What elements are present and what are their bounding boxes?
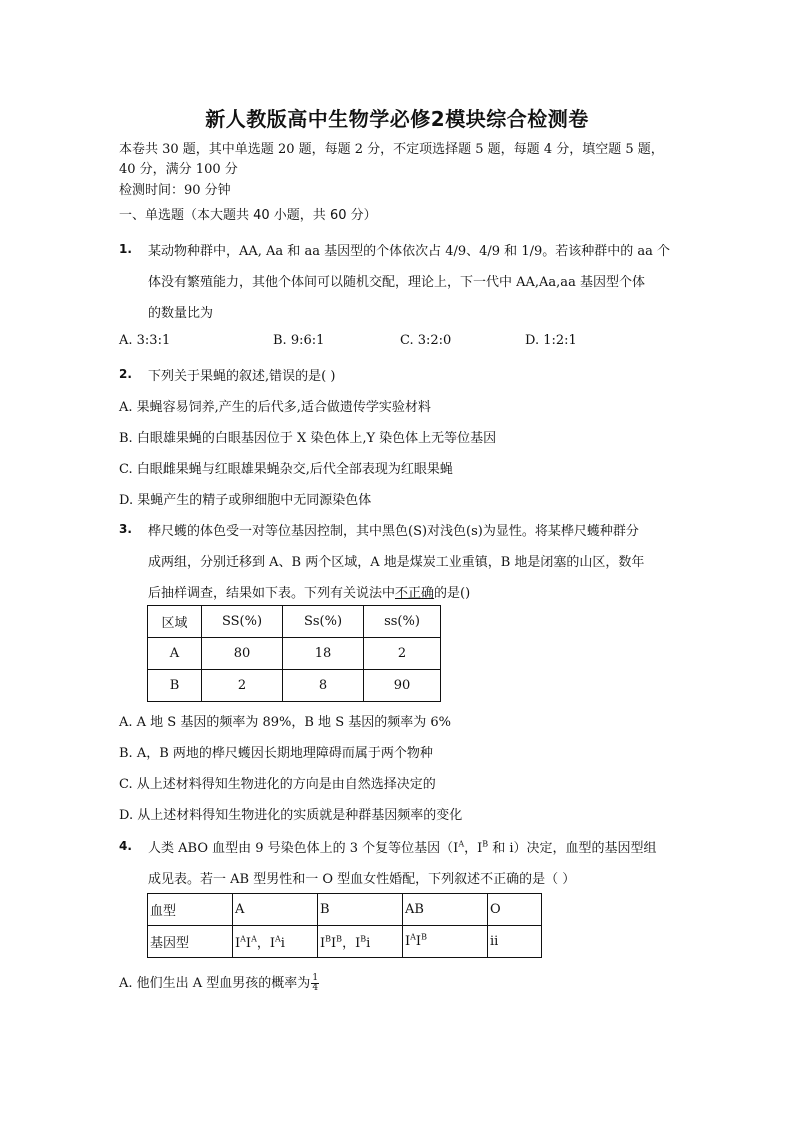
- allele-frequency-table: [147, 605, 441, 702]
- table-cell: B: [148, 670, 202, 702]
- fraction: [311, 974, 319, 993]
- table-cell: 80: [202, 638, 283, 670]
- option-d[interactable]: D. 从上述材料得知生物进化的实质就是种群基因频率的变化: [119, 808, 463, 823]
- q4-text-part: ，I: [464, 841, 483, 856]
- table-cell: 18: [283, 638, 364, 670]
- question-3-line-1: 桦尺蠖的体色受一对等位基因控制，其中黑色(S)对浅色(s)为显性。将某桦尺蠖种群分: [148, 524, 639, 539]
- option-a[interactable]: A. 果蝇容易饲养,产生的后代多,适合做遗传学实验材料: [119, 400, 431, 415]
- table-cell: A: [233, 894, 318, 926]
- question-1-line-3: 的数量比为: [148, 306, 214, 321]
- option-b[interactable]: B. A，B 两地的桦尺蠖因长期地理障碍而属于两个物种: [119, 746, 433, 761]
- table-cell: AB: [403, 894, 488, 926]
- table-cell: A: [148, 638, 202, 670]
- question-4-line-2: 成见表。若一 AB 型男性和一 O 型血女性婚配，下列叙述不正确的是（ ）: [148, 872, 576, 887]
- exam-time: 检测时间：90 分钟: [119, 183, 231, 198]
- table-cell: 2: [364, 638, 441, 670]
- question-1-line-2: 体没有繁殖能力，其他个体间可以随机交配，理论上，下一代中 AA,Aa,aa 基因型个体: [148, 275, 645, 290]
- question-4-line-1: [148, 837, 657, 856]
- fraction-denominator: 4: [312, 983, 319, 993]
- superscript-b: B: [482, 839, 489, 849]
- fraction-numerator: 1: [312, 973, 319, 983]
- intro-line-1: 本卷共 30 题，其中单选题 20 题，每题 2 分，不定项选择题 5 题，每题 4 分，填空题 5 题，: [119, 142, 664, 157]
- question-3-line-3-start: 后抽样调查，结果如下表。下列有关说法中: [148, 586, 396, 601]
- table-row: [148, 926, 542, 958]
- option-a[interactable]: [119, 972, 319, 993]
- option-a[interactable]: A. 3:3:1: [119, 333, 171, 348]
- option-c[interactable]: C. 白眼雌果蝇与红眼雄果蝇杂交,后代全部表现为红眼果蝇: [119, 462, 453, 477]
- page-title: 新人教版高中生物学必修2模块综合检测卷: [205, 107, 589, 131]
- table-cell: 90: [364, 670, 441, 702]
- section-heading: 一、单选题（本大题共 40 小题，共 60 分）: [119, 208, 377, 223]
- table-header-cell: 区域: [148, 606, 202, 638]
- table-cell: B: [318, 894, 403, 926]
- option-a-text: A. 他们生出 A 型血男孩的概率为: [119, 976, 311, 991]
- table-row: [148, 638, 441, 670]
- question-2-stem: 下列关于果蝇的叙述,错误的是( ): [148, 369, 336, 384]
- question-number-1: 1.: [119, 242, 132, 256]
- question-3-line-3: [148, 582, 470, 601]
- q4-text-part: 人类 ABO 血型由 9 号染色体上的 3 个复等位基因（I: [148, 841, 459, 856]
- option-c[interactable]: C. 从上述材料得知生物进化的方向是由自然选择决定的: [119, 777, 436, 792]
- table-cell: 血型: [148, 894, 233, 926]
- table-row: [148, 894, 542, 926]
- table-row: [148, 670, 441, 702]
- question-1-line-1: 某动物种群中，AA, Aa 和 aa 基因型的个体依次占 4/9、4/9 和 1/9。若该种群中的 aa 个: [148, 244, 671, 259]
- underlined-emphasis: 不正确: [395, 586, 435, 601]
- genotype-cell: $I^AI^A$，$I^Ai$: [233, 926, 318, 958]
- table-header-cell: ss(%): [364, 606, 441, 638]
- table-header-cell: SS(%): [202, 606, 283, 638]
- table-cell: 8: [283, 670, 364, 702]
- question-number-3: 3.: [119, 522, 132, 536]
- table-cell: 2: [202, 670, 283, 702]
- superscript-a: A: [458, 839, 465, 849]
- table-header-cell: Ss(%): [283, 606, 364, 638]
- question-number-2: 2.: [119, 367, 132, 381]
- genotype-cell: $I^AI^B$: [403, 926, 488, 958]
- question-3-line-3-end: 的是(): [434, 586, 471, 601]
- table-cell: ii: [488, 926, 542, 958]
- table-cell: 基因型: [148, 926, 233, 958]
- option-c[interactable]: C. 3:2:0: [400, 333, 452, 348]
- option-b[interactable]: B. 9:6:1: [273, 333, 325, 348]
- genotype-cell: $I^BI^B$，$I^Bi$: [318, 926, 403, 958]
- q4-text-part: 和 i）决定，血型的基因型组: [488, 841, 657, 856]
- question-3-line-2: 成两组，分别迁移到 A、B 两个区域，A 地是煤炭工业重镇，B 地是闭塞的山区，数年: [148, 555, 645, 570]
- option-a[interactable]: A. A 地 S 基因的频率为 89%，B 地 S 基因的频率为 6%: [119, 715, 451, 730]
- question-number-4: 4.: [119, 839, 132, 853]
- table-cell: O: [488, 894, 542, 926]
- option-b[interactable]: B. 白眼雄果蝇的白眼基因位于 X 染色体上,Y 染色体上无等位基因: [119, 431, 497, 446]
- option-d[interactable]: D. 果蝇产生的精子或卵细胞中无同源染色体: [119, 493, 372, 508]
- intro-line-2: 40 分，满分 100 分: [119, 162, 238, 177]
- table-header-row: [148, 606, 441, 638]
- option-d[interactable]: D. 1:2:1: [525, 333, 577, 348]
- blood-type-table: [147, 893, 542, 958]
